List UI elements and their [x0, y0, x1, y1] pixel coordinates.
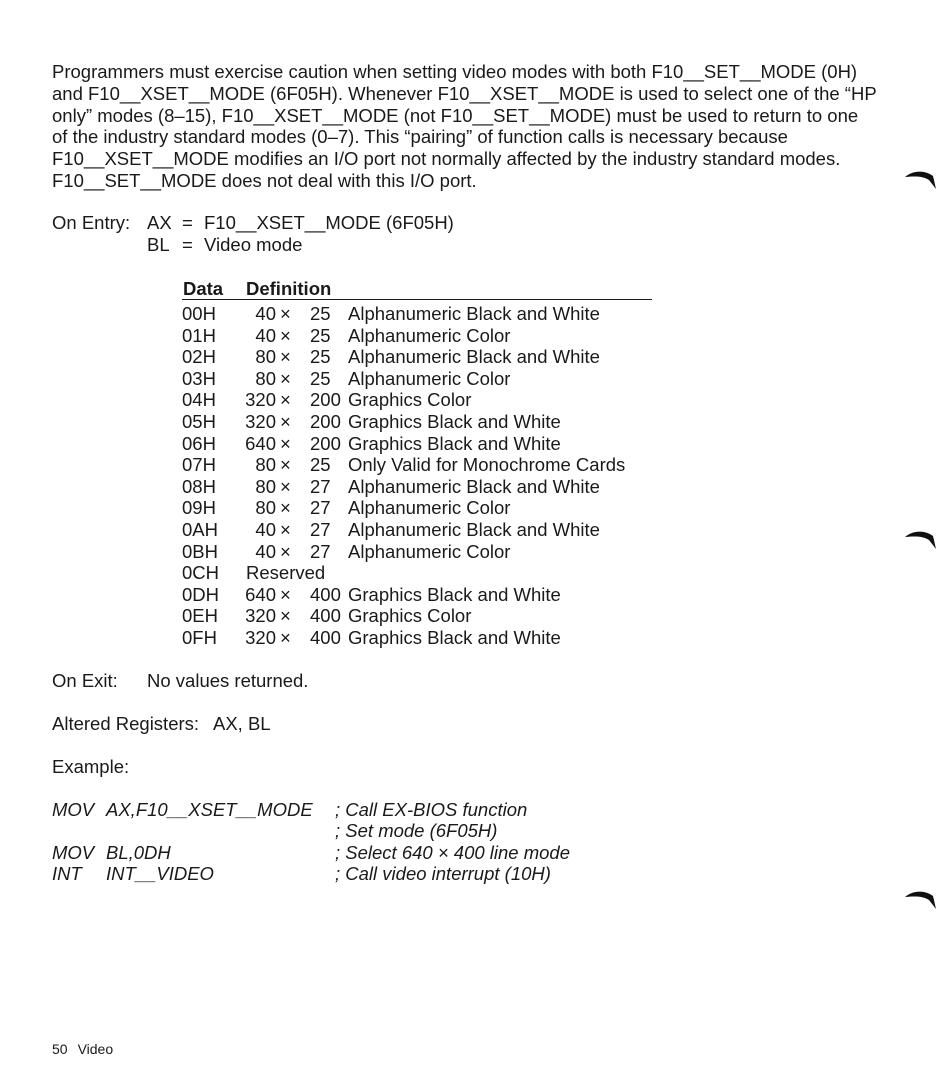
- mode-code: 03H: [182, 367, 216, 389]
- mode-code: 0BH: [182, 540, 218, 562]
- margin-marker-icon: [903, 168, 937, 190]
- times-sign: ×: [280, 518, 291, 540]
- mode-width: 80: [255, 367, 276, 389]
- mode-code: 02H: [182, 346, 216, 368]
- mode-width: 320: [245, 389, 276, 411]
- mode-height: 27: [310, 540, 331, 562]
- intro-line: of the industry standard modes (0–7). This “pairing” of function calls is necessary because: [52, 126, 788, 148]
- times-sign: ×: [280, 432, 291, 454]
- code-line: [0, 842, 950, 864]
- code-opcode: MOV: [52, 842, 95, 863]
- times-sign: ×: [280, 389, 291, 411]
- mode-code: 0DH: [182, 583, 220, 605]
- altered-registers-label: Altered Registers:: [52, 713, 200, 734]
- mode-height: 27: [310, 475, 331, 497]
- altered-registers-value: AX, BL: [213, 713, 271, 734]
- register-value: Video mode: [204, 234, 303, 255]
- mode-width: 80: [255, 346, 276, 368]
- column-header-data: Data: [183, 278, 224, 299]
- mode-code: 09H: [182, 497, 216, 519]
- mode-width: 320: [245, 626, 276, 648]
- mode-height: 27: [310, 497, 331, 519]
- mode-definition: Graphics Color: [348, 605, 472, 627]
- column-header-definition: Definition: [246, 278, 332, 299]
- mode-definition: Reserved: [246, 562, 326, 584]
- mode-width: 80: [255, 497, 276, 519]
- intro-line: Programmers must exercise caution when setting video modes with both F10__SET__MODE (0H): [52, 61, 858, 82]
- code-operand: BL,0DH: [106, 842, 171, 863]
- times-sign: ×: [280, 626, 291, 648]
- times-sign: ×: [280, 303, 291, 324]
- mode-code: 0FH: [182, 626, 217, 648]
- code-opcode: MOV: [52, 799, 95, 820]
- mode-width: 40: [255, 518, 276, 540]
- mode-width: 640: [245, 432, 276, 454]
- mode-height: 25: [310, 303, 331, 324]
- page-number: 50: [52, 1041, 68, 1057]
- margin-marker-icon: [903, 888, 937, 910]
- on-exit-label: On Exit:: [52, 670, 118, 691]
- times-sign: ×: [280, 605, 291, 627]
- times-sign: ×: [280, 367, 291, 389]
- code-operand: AX,F10__XSET__MODE: [106, 799, 313, 820]
- mode-definition: Graphics Black and White: [348, 410, 561, 432]
- times-sign: ×: [280, 454, 291, 476]
- mode-height: 200: [310, 432, 341, 454]
- mode-definition: Only Valid for Monochrome Cards: [348, 454, 626, 476]
- example-label: Example:: [52, 756, 130, 777]
- equals-sign: =: [182, 212, 193, 233]
- mode-height: 27: [310, 518, 331, 540]
- mode-definition: Alphanumeric Color: [348, 497, 511, 519]
- mode-code: 00H: [182, 303, 216, 324]
- mode-height: 400: [310, 583, 341, 605]
- times-sign: ×: [280, 324, 291, 346]
- mode-code: 08H: [182, 475, 216, 497]
- code-line: [0, 820, 950, 842]
- intro-paragraph: [52, 61, 877, 192]
- mode-height: 25: [310, 346, 331, 368]
- mode-height: 200: [310, 389, 341, 411]
- mode-definition: Alphanumeric Black and White: [348, 475, 600, 497]
- margin-marker-icon: [903, 528, 937, 550]
- mode-code: 0CH: [182, 562, 220, 584]
- table-header: [182, 278, 652, 299]
- mode-definition: Graphics Black and White: [348, 583, 561, 605]
- intro-line: F10__XSET__MODE modifies an I/O port not normally affected by the industry standard modes.: [52, 148, 841, 170]
- mode-definition: Alphanumeric Color: [348, 367, 511, 389]
- mode-definition: Alphanumeric Black and White: [348, 518, 600, 540]
- intro-line: only” modes (8–15), F10__XSET__MODE (not F10__SET__MODE) must be used to return to one: [52, 104, 859, 126]
- page-footer: [52, 1041, 123, 1057]
- code-comment: ; Call video interrupt (10H): [335, 863, 551, 884]
- mode-definition: Graphics Black and White: [348, 626, 561, 648]
- mode-definition: Alphanumeric Color: [348, 324, 511, 346]
- intro-line: F10__SET__MODE does not deal with this I/O port.: [52, 169, 477, 191]
- times-sign: ×: [280, 497, 291, 519]
- times-sign: ×: [280, 540, 291, 562]
- mode-code: 04H: [182, 389, 216, 411]
- equals-sign: =: [182, 234, 193, 255]
- mode-code: 0AH: [182, 518, 218, 540]
- mode-definition: Graphics Color: [348, 389, 472, 411]
- mode-code: 07H: [182, 454, 216, 476]
- mode-width: 80: [255, 475, 276, 497]
- code-comment: ; Set mode (6F05H): [335, 820, 498, 841]
- mode-width: 640: [245, 583, 276, 605]
- mode-definition: Alphanumeric Black and White: [348, 346, 600, 368]
- register-name: BL: [147, 234, 170, 255]
- video-mode-table: [182, 278, 652, 648]
- mode-definition: Alphanumeric Color: [348, 540, 511, 562]
- code-line: [0, 863, 950, 885]
- mode-width: 40: [255, 540, 276, 562]
- intro-line: and F10__XSET__MODE (6F05H). Whenever F10__XSET__MODE is used to select one of the “HP: [52, 82, 877, 104]
- code-opcode: INT: [52, 863, 82, 884]
- mode-width: 80: [255, 454, 276, 476]
- code-line: [0, 799, 950, 821]
- code-comment: ; Select 640 × 400 line mode: [335, 842, 571, 863]
- mode-height: 25: [310, 324, 331, 346]
- header-rule: [182, 299, 652, 300]
- mode-definition: Alphanumeric Black and White: [348, 303, 600, 324]
- section-name: Video: [77, 1041, 114, 1057]
- times-sign: ×: [280, 475, 291, 497]
- mode-code: 0EH: [182, 605, 218, 627]
- code-comment: ; Call EX-BIOS function: [335, 799, 528, 820]
- mode-width: 40: [255, 303, 276, 324]
- register-name: AX: [147, 212, 172, 233]
- mode-height: 400: [310, 605, 341, 627]
- mode-width: 320: [245, 605, 276, 627]
- mode-code: 01H: [182, 324, 216, 346]
- mode-code: 06H: [182, 432, 216, 454]
- mode-code: 05H: [182, 410, 216, 432]
- mode-definition: Graphics Black and White: [348, 432, 561, 454]
- mode-height: 25: [310, 454, 331, 476]
- register-value: F10__XSET__MODE (6F05H): [204, 212, 454, 233]
- times-sign: ×: [280, 346, 291, 368]
- on-exit-value: No values returned.: [147, 670, 309, 691]
- mode-height: 200: [310, 410, 341, 432]
- times-sign: ×: [280, 410, 291, 432]
- mode-width: 40: [255, 324, 276, 346]
- mode-width: 320: [245, 410, 276, 432]
- times-sign: ×: [280, 583, 291, 605]
- code-operand: INT__VIDEO: [106, 863, 214, 884]
- on-entry-label: On Entry:: [52, 212, 131, 233]
- mode-height: 400: [310, 626, 341, 648]
- mode-height: 25: [310, 367, 331, 389]
